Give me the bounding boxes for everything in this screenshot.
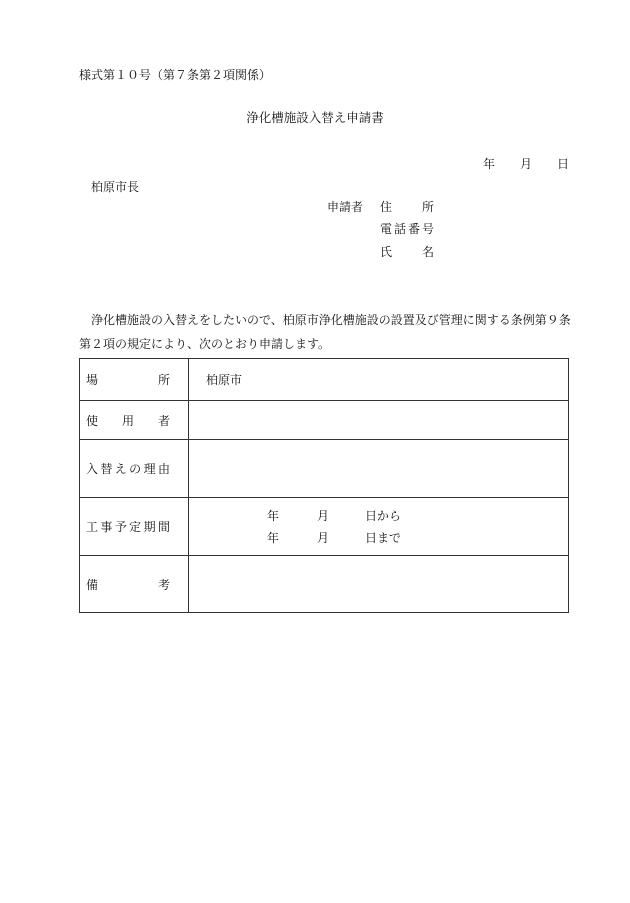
period-label-cell [80, 498, 189, 556]
application-details-table [79, 358, 569, 613]
location-label: 場 所 [86, 373, 170, 387]
reason-value [189, 440, 569, 498]
date-year-label: 年 [483, 157, 496, 171]
location-label-cell [80, 359, 189, 401]
period-to-line [267, 527, 568, 549]
remarks-label-cell [80, 556, 189, 613]
user-value [189, 401, 569, 440]
period-label: 工 事 予 定 期 間 [86, 520, 170, 534]
applicant-phone-label: 電 話 番 号 [380, 222, 434, 236]
application-statement: 浄化槽施設の入替えをしたいので、柏原市浄化槽施設の設置及び管理に関する条例第９条第２項の規定により、次のとおり申請します。 [79, 313, 571, 351]
reason-label-cell [80, 440, 189, 498]
user-label: 使 用 者 [86, 413, 170, 428]
period-value [189, 498, 569, 556]
period-from-day: 日から [365, 508, 402, 523]
period-to-day: 日まで [365, 530, 402, 545]
period-to-year: 年 [267, 530, 280, 545]
applicant-address-label: 住 所 [380, 200, 434, 214]
table-row-location [80, 359, 569, 401]
addressee: 柏原市長 [91, 180, 140, 194]
applicant-name-label: 氏 名 [380, 245, 434, 259]
remarks-label: 備 考 [86, 577, 170, 592]
date-day-label: 日 [557, 157, 570, 171]
period-from-line [267, 505, 568, 527]
period-to-month: 月 [317, 530, 330, 545]
period-from-month: 月 [317, 508, 330, 523]
form-number: 様式第１０号（第７条第２項関係） [79, 68, 272, 82]
location-value: 柏原市 [189, 359, 569, 401]
user-label-cell [80, 401, 189, 440]
date-month-label: 月 [520, 157, 533, 171]
reason-label: 入 替 え の 理 由 [86, 462, 170, 476]
table-row-reason [80, 440, 569, 498]
remarks-value [189, 556, 569, 613]
document-title: 浄化槽施設入替え申請書 [246, 110, 384, 125]
table-row-user [80, 401, 569, 440]
period-from-year: 年 [267, 508, 280, 523]
table-row-period [80, 498, 569, 556]
applicant-label: 申請者 [327, 200, 364, 214]
table-row-remarks [80, 556, 569, 613]
